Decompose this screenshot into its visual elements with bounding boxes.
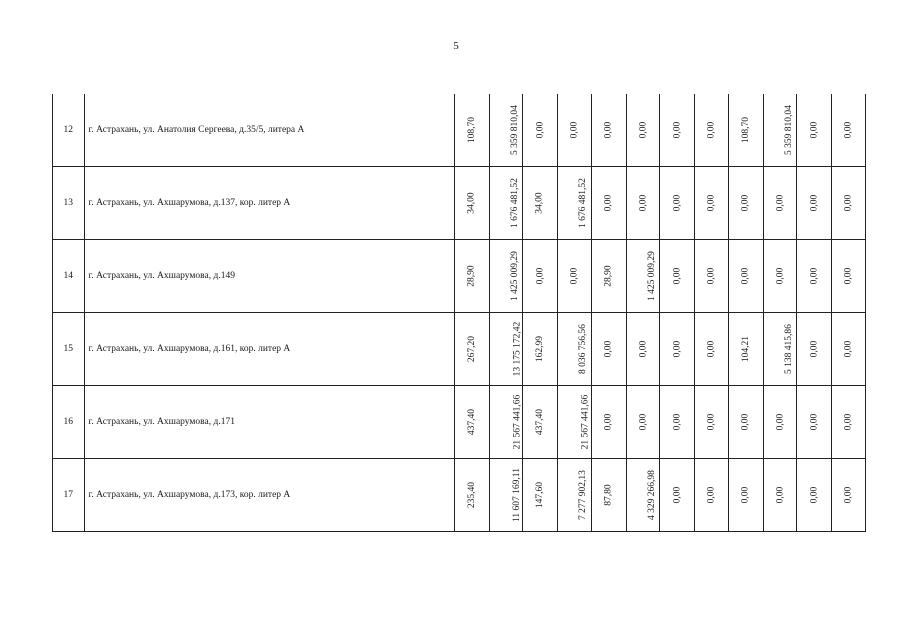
value-text: 0,00 [535,121,546,139]
value-text: 0,00 [637,413,648,431]
value-cell [489,94,523,167]
value-cell [558,240,592,313]
value-text: 0,00 [843,413,854,431]
value-cell [523,167,558,240]
value-cell [660,313,695,386]
value-text: 4 329 266,98 [646,470,657,520]
value-text: 0,00 [672,413,683,431]
value-text: 28,90 [603,265,614,287]
value-cell [695,459,729,532]
value-text: 87,80 [603,484,614,506]
value-cell [695,313,729,386]
value-cell [523,386,558,459]
value-cell [489,386,523,459]
value-cell [695,240,729,313]
value-text: 0,00 [809,194,820,212]
value-cell [489,167,523,240]
value-text: 0,00 [672,194,683,212]
value-text: 0,00 [809,486,820,504]
value-cell [454,94,489,167]
value-cell [728,459,763,532]
value-cell [558,459,592,532]
value-cell [626,386,660,459]
value-cell [626,459,660,532]
address-cell: г. Астрахань, ул. Ахшарумова, д.137, кор. литер А [84,167,454,240]
address-cell: г. Астрахань, ул. Ахшарумова, д.149 [84,240,454,313]
value-cell [489,313,523,386]
value-text: 0,00 [740,194,751,212]
table-row [53,167,866,240]
value-text: 0,00 [706,121,717,139]
value-text: 0,00 [706,486,717,504]
value-cell [591,313,626,386]
value-cell [797,313,832,386]
value-text: 1 676 481,52 [509,178,520,228]
table-row [53,94,866,167]
value-text: 28,90 [466,265,477,287]
value-cell [591,94,626,167]
value-cell [695,94,729,167]
value-cell [797,240,832,313]
value-text: 0,00 [740,486,751,504]
value-text: 0,00 [843,194,854,212]
value-text: 0,00 [843,340,854,358]
value-cell [660,94,695,167]
value-cell [797,459,832,532]
value-cell [454,313,489,386]
value-text: 34,00 [535,192,546,214]
table-row [53,459,866,532]
value-cell [763,459,797,532]
value-text: 0,00 [740,267,751,285]
value-cell [591,167,626,240]
value-text: 11 607 169,11 [511,468,522,522]
value-text: 0,00 [672,121,683,139]
value-cell [797,167,832,240]
value-text: 5 359 810,04 [783,105,794,155]
value-cell [832,240,866,313]
value-cell [626,167,660,240]
value-cell [591,459,626,532]
value-cell [695,167,729,240]
value-text: 0,00 [603,340,614,358]
value-cell [454,459,489,532]
value-text: 0,00 [775,194,786,212]
value-text: 0,00 [672,486,683,504]
value-cell [695,386,729,459]
value-cell [454,386,489,459]
value-text: 108,70 [740,116,751,144]
row-number: 14 [53,240,85,313]
value-cell [454,240,489,313]
value-text: 0,00 [637,121,648,139]
value-text: 0,00 [603,413,614,431]
value-text: 0,00 [809,413,820,431]
value-cell [523,459,558,532]
value-cell [523,313,558,386]
value-text: 0,00 [843,486,854,504]
row-number: 15 [53,313,85,386]
value-cell [591,386,626,459]
address-cell: г. Астрахань, ул. Анатолия Сергеева, д.35/5, литера А [84,94,454,167]
value-text: 104,21 [740,335,751,363]
value-text: 0,00 [706,413,717,431]
value-cell [660,459,695,532]
value-text: 1 676 481,52 [578,178,589,228]
value-cell [797,386,832,459]
register-body [53,94,866,532]
row-number: 12 [53,94,85,167]
address-cell: г. Астрахань, ул. Ахшарумова, д.161, кор. литер А [84,313,454,386]
value-text: 0,00 [637,194,648,212]
value-cell [558,167,592,240]
value-cell [558,386,592,459]
value-text: 0,00 [775,486,786,504]
value-text: 8 036 756,56 [578,324,589,374]
value-cell [558,94,592,167]
value-text: 0,00 [603,121,614,139]
value-text: 0,00 [809,340,820,358]
value-text: 0,00 [603,194,614,212]
address-cell: г. Астрахань, ул. Ахшарумова, д.171 [84,386,454,459]
value-text: 0,00 [569,121,580,139]
value-cell [763,167,797,240]
page-number: 5 [453,40,459,52]
value-cell [454,167,489,240]
value-text: 0,00 [775,413,786,431]
value-cell [489,459,523,532]
value-cell [763,94,797,167]
value-cell [763,240,797,313]
value-text: 0,00 [843,267,854,285]
value-cell [660,240,695,313]
value-text: 0,00 [706,267,717,285]
table-row [53,313,866,386]
value-text: 21 567 441,66 [511,394,522,450]
value-cell [523,94,558,167]
value-cell [832,459,866,532]
value-cell [591,240,626,313]
value-cell [558,313,592,386]
value-cell [763,313,797,386]
value-text: 235,40 [466,481,477,509]
value-text: 267,20 [466,335,477,363]
value-cell [832,94,866,167]
row-number: 17 [53,459,85,532]
value-text: 0,00 [706,194,717,212]
housing-register-table [52,94,866,532]
value-text: 5 359 810,04 [509,105,520,155]
value-text: 0,00 [843,121,854,139]
value-cell [832,313,866,386]
value-cell [626,313,660,386]
value-text: 0,00 [569,267,580,285]
value-text: 147,60 [535,481,546,509]
value-text: 437,40 [466,408,477,436]
value-text: 7 277 902,13 [578,470,589,520]
value-text: 0,00 [637,340,648,358]
value-cell [832,386,866,459]
value-text: 0,00 [672,340,683,358]
value-cell [763,386,797,459]
value-text: 0,00 [672,267,683,285]
value-cell [626,94,660,167]
value-text: 0,00 [706,340,717,358]
value-cell [523,240,558,313]
value-cell [728,240,763,313]
value-cell [728,94,763,167]
address-cell: г. Астрахань, ул. Ахшарумова, д.173, кор. литер А [84,459,454,532]
row-number: 16 [53,386,85,459]
value-cell [728,386,763,459]
value-cell [797,94,832,167]
value-text: 0,00 [809,121,820,139]
value-text: 34,00 [466,192,477,214]
value-text: 0,00 [740,413,751,431]
value-text: 108,70 [466,116,477,144]
value-text: 437,40 [535,408,546,436]
value-cell [728,313,763,386]
value-text: 21 567 441,66 [580,394,591,450]
value-text: 13 175 172,42 [511,321,522,377]
value-cell [728,167,763,240]
table-row [53,386,866,459]
value-cell [626,240,660,313]
value-text: 0,00 [809,267,820,285]
value-cell [660,386,695,459]
value-text: 0,00 [775,267,786,285]
value-text: 5 138 415,86 [783,324,794,374]
value-text: 162,99 [535,335,546,363]
value-text: 1 425 009,29 [509,251,520,301]
value-cell [660,167,695,240]
value-cell [489,240,523,313]
value-text: 0,00 [535,267,546,285]
value-text: 1 425 009,29 [646,251,657,301]
row-number: 13 [53,167,85,240]
value-cell [832,167,866,240]
table-row [53,240,866,313]
